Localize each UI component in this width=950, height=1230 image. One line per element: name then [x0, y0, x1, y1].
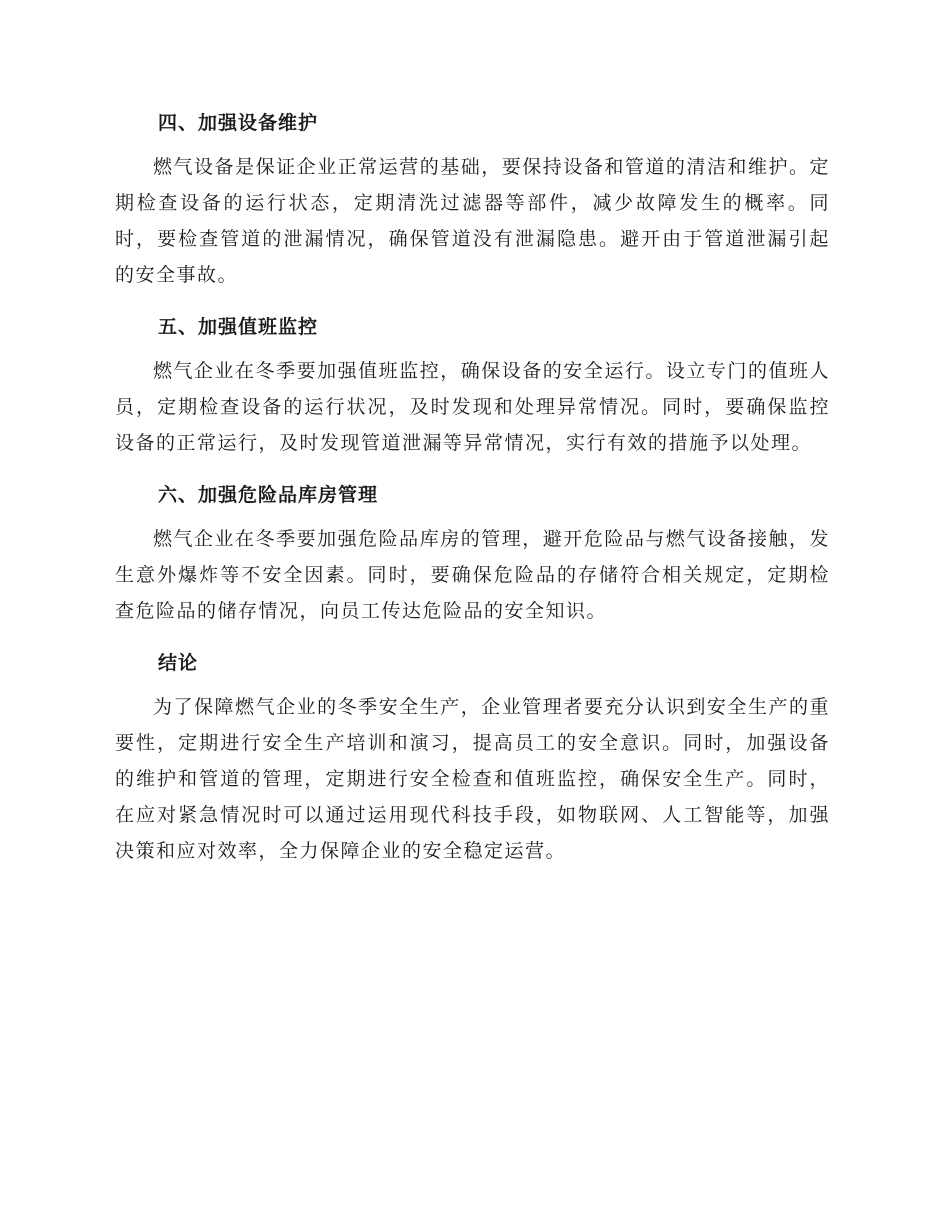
section-duty-monitoring — [115, 309, 830, 461]
section-paragraph: 为了保障燃气企业的冬季安全生产，企业管理者要充分认识到安全生产的重要性，定期进行安全生产培训和演习，提高员工的安全意识。同时，加强设备的维护和管道的管理，定期进行安全检查和值班监控，确保安全生产。同时，在应对紧急情况时可以通过运用现代科技手段，如物联网、人工智能等，加强决策和应对效率，全力保障企业的安全稳定运营。 — [115, 696, 830, 862]
section-equipment-maintenance — [115, 105, 830, 293]
section-paragraph: 燃气企业在冬季要加强危险品库房的管理，避开危险品与燃气设备接触，发生意外爆炸等不安全因素。同时，要确保危险品的存储符合相关规定，定期检查危险品的储存情况，向员工传达危险品的安全知识。 — [115, 528, 830, 622]
section-paragraph: 燃气企业在冬季要加强值班监控，确保设备的安全运行。设立专门的值班人员，定期检查设备的运行状况，及时发现和处理异常情况。同时，要确保监控设备的正常运行，及时发现管道泄漏等异常情况，实行有效的措施予以处理。 — [115, 360, 830, 454]
section-conclusion — [115, 645, 830, 869]
section-paragraph: 燃气设备是保证企业正常运营的基础，要保持设备和管道的清洁和维护。定期检查设备的运行状态，定期清洗过滤器等部件，减少故障发生的概率。同时，要检查管道的泄漏情况，确保管道没有泄漏隐患。避开由于管道泄漏引起的安全事故。 — [115, 156, 830, 286]
section-hazardous-storage — [115, 477, 830, 629]
section-heading: 六、加强危险品库房管理 — [158, 484, 379, 506]
section-heading: 五、加强值班监控 — [158, 316, 319, 338]
section-heading: 四、加强设备维护 — [158, 112, 319, 134]
document-page — [115, 105, 830, 885]
section-heading: 结论 — [158, 652, 199, 674]
